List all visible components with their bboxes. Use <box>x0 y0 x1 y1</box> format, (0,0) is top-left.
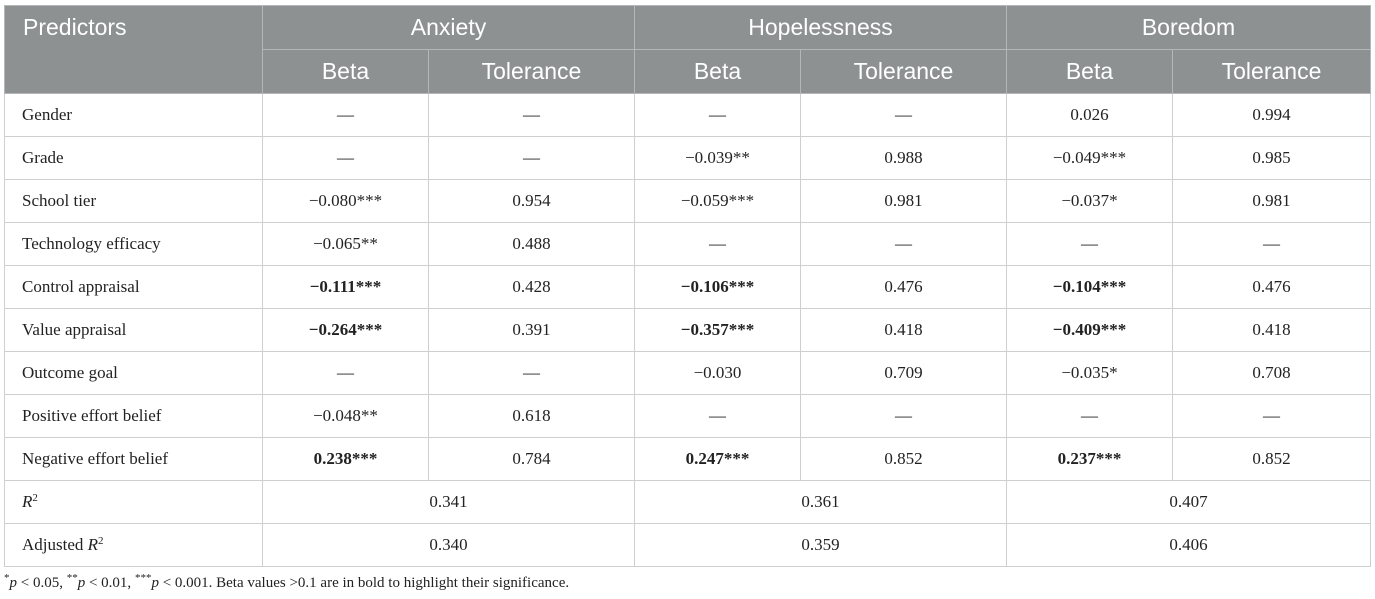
beta-cell: −0.049*** <box>1007 137 1173 180</box>
beta-cell: 0.026 <box>1007 94 1173 137</box>
beta-cell: −0.059*** <box>635 180 801 223</box>
regression-table <box>4 5 1371 567</box>
table-footnote <box>4 572 570 592</box>
summary-value: 0.341 <box>263 481 635 524</box>
footnote-p: p <box>9 575 17 591</box>
beta-cell: — <box>635 94 801 137</box>
beta-cell: — <box>263 352 429 395</box>
tolerance-cell: — <box>429 137 635 180</box>
summary-value: 0.407 <box>1007 481 1371 524</box>
footnote-text: < 0.01, <box>85 575 135 591</box>
summary-label-text: R <box>22 492 33 511</box>
row-label: Outcome goal <box>5 352 263 395</box>
beta-cell: — <box>1007 223 1173 266</box>
header-sub-tolerance: Tolerance <box>801 50 1007 94</box>
beta-cell: −0.409*** <box>1007 309 1173 352</box>
beta-cell: 0.247*** <box>635 438 801 481</box>
header-predictors: Predictors <box>5 6 263 94</box>
table-header <box>5 6 1371 94</box>
summary-value: 0.359 <box>635 524 1007 567</box>
beta-cell: −0.037* <box>1007 180 1173 223</box>
tolerance-cell: — <box>1173 223 1371 266</box>
tolerance-cell: 0.852 <box>801 438 1007 481</box>
beta-cell: −0.039** <box>635 137 801 180</box>
beta-cell: −0.080*** <box>263 180 429 223</box>
footnote-p: p <box>151 575 159 591</box>
tolerance-cell: — <box>801 395 1007 438</box>
row-label: Value appraisal <box>5 309 263 352</box>
tolerance-cell: 0.852 <box>1173 438 1371 481</box>
beta-cell: −0.264*** <box>263 309 429 352</box>
regression-table-container <box>4 5 1370 567</box>
tolerance-cell: 0.994 <box>1173 94 1371 137</box>
header-sub-beta: Beta <box>635 50 801 94</box>
row-label: Technology efficacy <box>5 223 263 266</box>
tolerance-cell: 0.488 <box>429 223 635 266</box>
header-sub-tolerance: Tolerance <box>429 50 635 94</box>
summary-label <box>5 481 263 524</box>
beta-cell: −0.106*** <box>635 266 801 309</box>
table-row <box>5 137 1371 180</box>
tolerance-cell: 0.428 <box>429 266 635 309</box>
beta-cell: — <box>635 395 801 438</box>
tolerance-cell: 0.476 <box>801 266 1007 309</box>
tolerance-cell: 0.418 <box>1173 309 1371 352</box>
beta-cell: −0.111*** <box>263 266 429 309</box>
row-label: Gender <box>5 94 263 137</box>
tolerance-cell: 0.988 <box>801 137 1007 180</box>
table-row <box>5 352 1371 395</box>
footnote-marker: * <box>4 572 10 584</box>
summary-value: 0.340 <box>263 524 635 567</box>
header-sub-beta: Beta <box>1007 50 1173 94</box>
superscript: 2 <box>98 535 104 547</box>
tolerance-cell: — <box>429 352 635 395</box>
footnote-text: < 0.05, <box>17 575 67 591</box>
beta-cell: −0.035* <box>1007 352 1173 395</box>
summary-row <box>5 481 1371 524</box>
beta-cell: −0.065** <box>263 223 429 266</box>
beta-cell: — <box>263 94 429 137</box>
header-group-boredom: Boredom <box>1007 6 1371 50</box>
tolerance-cell: — <box>1173 395 1371 438</box>
row-label: Negative effort belief <box>5 438 263 481</box>
beta-cell: −0.104*** <box>1007 266 1173 309</box>
summary-label-text: Adjusted R <box>22 535 99 554</box>
tolerance-cell: 0.954 <box>429 180 635 223</box>
summary-label <box>5 524 263 567</box>
table-row <box>5 395 1371 438</box>
summary-value: 0.406 <box>1007 524 1371 567</box>
tolerance-cell: 0.476 <box>1173 266 1371 309</box>
header-sub-tolerance: Tolerance <box>1173 50 1371 94</box>
superscript: 2 <box>32 492 38 504</box>
tolerance-cell: — <box>801 94 1007 137</box>
tolerance-cell: 0.391 <box>429 309 635 352</box>
row-label: Grade <box>5 137 263 180</box>
beta-cell: — <box>1007 395 1173 438</box>
table-row <box>5 180 1371 223</box>
table-row <box>5 266 1371 309</box>
beta-cell: −0.030 <box>635 352 801 395</box>
footnote-marker: ** <box>66 572 78 584</box>
tolerance-cell: — <box>801 223 1007 266</box>
table-row <box>5 94 1371 137</box>
tolerance-cell: 0.985 <box>1173 137 1371 180</box>
beta-cell: — <box>635 223 801 266</box>
footnote-text: < 0.001. Beta values >0.1 are in bold to highlight their significance. <box>158 575 570 591</box>
table-row <box>5 309 1371 352</box>
tolerance-cell: 0.784 <box>429 438 635 481</box>
header-group-anxiety: Anxiety <box>263 6 635 50</box>
row-label: School tier <box>5 180 263 223</box>
summary-row <box>5 524 1371 567</box>
row-label: Control appraisal <box>5 266 263 309</box>
table-body <box>5 94 1371 567</box>
tolerance-cell: 0.981 <box>1173 180 1371 223</box>
header-sub-beta: Beta <box>263 50 429 94</box>
header-group-hopelessness: Hopelessness <box>635 6 1007 50</box>
header-row-groups <box>5 6 1371 50</box>
tolerance-cell: 0.418 <box>801 309 1007 352</box>
beta-cell: — <box>263 137 429 180</box>
table-row <box>5 223 1371 266</box>
tolerance-cell: 0.981 <box>801 180 1007 223</box>
tolerance-cell: — <box>429 94 635 137</box>
summary-value: 0.361 <box>635 481 1007 524</box>
beta-cell: −0.048** <box>263 395 429 438</box>
table-row <box>5 438 1371 481</box>
beta-cell: 0.237*** <box>1007 438 1173 481</box>
tolerance-cell: 0.618 <box>429 395 635 438</box>
beta-cell: 0.238*** <box>263 438 429 481</box>
footnote-p: p <box>77 575 86 591</box>
footnote-marker: *** <box>134 572 152 584</box>
tolerance-cell: 0.709 <box>801 352 1007 395</box>
row-label: Positive effort belief <box>5 395 263 438</box>
beta-cell: −0.357*** <box>635 309 801 352</box>
tolerance-cell: 0.708 <box>1173 352 1371 395</box>
